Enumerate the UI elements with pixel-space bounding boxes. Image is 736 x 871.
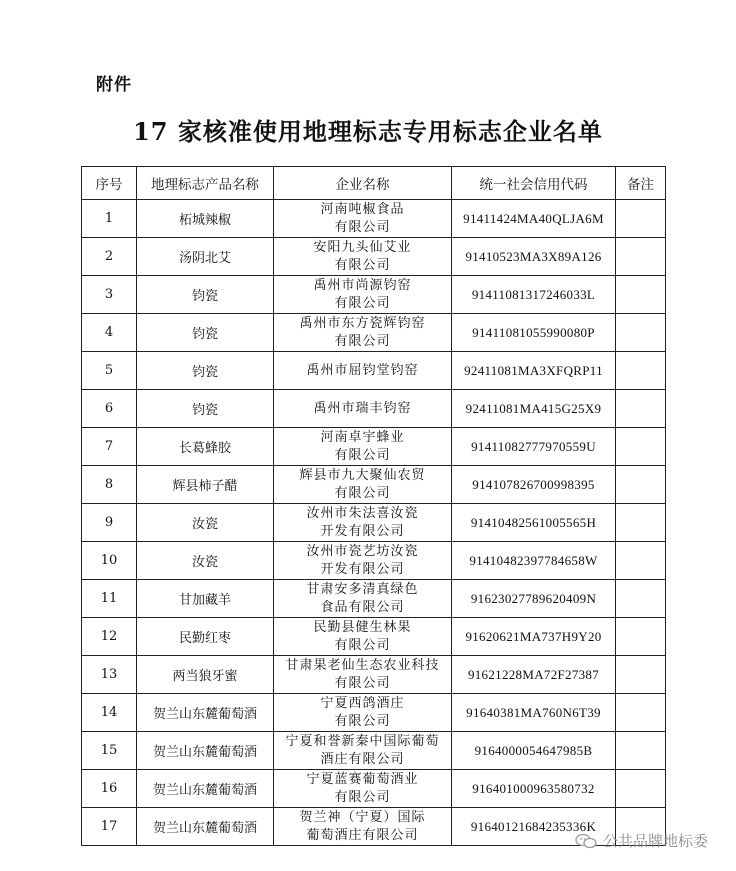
document-title: 17 家核准使用地理标志专用标志企业名单 — [133, 117, 603, 146]
table-row — [82, 314, 666, 352]
cell-remark — [616, 656, 666, 694]
enterprise-name-line: 有限公司 — [334, 789, 391, 805]
cell-product-name: 甘加藏羊 — [137, 580, 274, 618]
cell-remark — [616, 200, 666, 238]
cell-enterprise-name — [274, 200, 452, 238]
cell-credit-code: 91410482397784658W — [452, 542, 616, 580]
cell-serial-no: 6 — [82, 390, 137, 428]
cell-remark — [616, 276, 666, 314]
cell-enterprise-name — [274, 656, 452, 694]
enterprise-name-line: 禹州市东方瓷辉钧窑 — [299, 315, 426, 331]
cell-product-name: 长葛蜂胶 — [137, 428, 274, 466]
cell-credit-code: 916401000963580732 — [452, 770, 616, 808]
enterprise-name-line: 辉县市九大聚仙农贸 — [299, 467, 426, 483]
cell-remark — [616, 542, 666, 580]
watermark-text: 公共品牌地标委 — [602, 832, 708, 850]
cell-product-name: 辉县柿子醋 — [137, 466, 274, 504]
cell-enterprise-name — [274, 276, 452, 314]
cell-enterprise-name — [274, 238, 452, 276]
cell-serial-no: 3 — [82, 276, 137, 314]
header-credit-code: 统一社会信用代码 — [452, 167, 616, 200]
cell-credit-code: 91640121684235336K — [452, 808, 616, 846]
cell-remark — [616, 694, 666, 732]
cell-remark — [616, 390, 666, 428]
wechat-bubble-icon — [575, 833, 597, 849]
enterprise-name-line: 有限公司 — [334, 295, 391, 311]
table-row — [82, 428, 666, 466]
enterprise-name-line: 有限公司 — [334, 713, 391, 729]
table-row — [82, 656, 666, 694]
enterprise-name-line: 开发有限公司 — [320, 561, 405, 577]
enterprise-name-line: 有限公司 — [334, 675, 391, 691]
cell-product-name: 钧瓷 — [137, 314, 274, 352]
cell-product-name: 民勤红枣 — [137, 618, 274, 656]
cell-product-name: 贺兰山东麓葡萄酒 — [137, 808, 274, 846]
enterprise-name-line: 有限公司 — [334, 333, 391, 349]
enterprise-name-line: 有限公司 — [334, 219, 391, 235]
cell-enterprise-name — [274, 352, 452, 390]
table-row — [82, 276, 666, 314]
cell-enterprise-name — [274, 428, 452, 466]
cell-serial-no: 15 — [82, 732, 137, 770]
table-row — [82, 352, 666, 390]
cell-credit-code: 91411081317246033L — [452, 276, 616, 314]
cell-enterprise-name — [274, 618, 452, 656]
enterprise-name-line: 禹州市屈钧堂钧窑 — [306, 362, 419, 378]
cell-remark — [616, 314, 666, 352]
cell-product-name: 贺兰山东麓葡萄酒 — [137, 694, 274, 732]
header-product-name: 地理标志产品名称 — [137, 167, 274, 200]
cell-product-name: 柘城辣椒 — [137, 200, 274, 238]
enterprise-name-line: 禹州市尚源钧窑 — [313, 277, 412, 293]
attachment-label: 附件 — [96, 75, 132, 95]
cell-remark — [616, 580, 666, 618]
watermark — [575, 830, 708, 851]
cell-serial-no: 8 — [82, 466, 137, 504]
cell-serial-no: 1 — [82, 200, 137, 238]
table-row — [82, 580, 666, 618]
enterprise-name-line: 贺兰神（宁夏）国际 — [299, 809, 426, 825]
cell-serial-no: 7 — [82, 428, 137, 466]
enterprise-name-line: 酒庄有限公司 — [320, 751, 405, 767]
cell-credit-code: 91621228MA72F27387 — [452, 656, 616, 694]
enterprise-name-line: 宁夏和誉新秦中国际葡萄 — [285, 733, 440, 749]
cell-credit-code: 914107826700998395 — [452, 466, 616, 504]
header-enterprise-name: 企业名称 — [274, 167, 452, 200]
header-serial-no: 序号 — [82, 167, 137, 200]
cell-serial-no: 9 — [82, 504, 137, 542]
cell-serial-no: 4 — [82, 314, 137, 352]
cell-enterprise-name — [274, 390, 452, 428]
enterprise-name-line: 有限公司 — [334, 447, 391, 463]
cell-credit-code: 92411081MA3XFQRP11 — [452, 352, 616, 390]
enterprise-name-line: 有限公司 — [334, 257, 391, 273]
enterprise-name-line: 汝州市瓷艺坊汝瓷 — [306, 543, 419, 559]
cell-serial-no: 10 — [82, 542, 137, 580]
cell-enterprise-name — [274, 808, 452, 846]
cell-product-name: 汤阴北艾 — [137, 238, 274, 276]
cell-credit-code: 91620621MA737H9Y20 — [452, 618, 616, 656]
cell-product-name: 汝瓷 — [137, 542, 274, 580]
table-row — [82, 200, 666, 238]
enterprise-name-line: 宁夏蓝赛葡萄酒业 — [306, 771, 419, 787]
cell-product-name: 贺兰山东麓葡萄酒 — [137, 732, 274, 770]
enterprise-name-line: 汝州市朱法喜汝瓷 — [306, 505, 419, 521]
cell-product-name: 钧瓷 — [137, 390, 274, 428]
cell-enterprise-name — [274, 770, 452, 808]
table-row — [82, 770, 666, 808]
cell-enterprise-name — [274, 466, 452, 504]
enterprise-name-line: 河南吨椒食品 — [320, 201, 405, 217]
cell-product-name: 贺兰山东麓葡萄酒 — [137, 770, 274, 808]
cell-remark — [616, 770, 666, 808]
cell-credit-code: 91410523MA3X89A126 — [452, 238, 616, 276]
table-row — [82, 466, 666, 504]
cell-serial-no: 16 — [82, 770, 137, 808]
enterprise-name-line: 甘肃果老仙生态农业科技 — [285, 657, 440, 673]
cell-credit-code: 91410482561005565H — [452, 504, 616, 542]
table-body — [82, 200, 666, 846]
cell-serial-no: 2 — [82, 238, 137, 276]
table-row — [82, 618, 666, 656]
enterprise-name-line: 河南卓宇蜂业 — [320, 429, 405, 445]
table-row — [82, 390, 666, 428]
enterprise-name-line: 宁夏西鸽酒庄 — [320, 695, 405, 711]
cell-serial-no: 11 — [82, 580, 137, 618]
cell-credit-code: 91640381MA760N6T39 — [452, 694, 616, 732]
cell-product-name: 汝瓷 — [137, 504, 274, 542]
cell-remark — [616, 428, 666, 466]
cell-product-name: 钧瓷 — [137, 352, 274, 390]
cell-credit-code: 91411081055990080P — [452, 314, 616, 352]
cell-credit-code: 91411082777970559U — [452, 428, 616, 466]
enterprise-table — [81, 166, 666, 846]
cell-enterprise-name — [274, 580, 452, 618]
cell-serial-no: 14 — [82, 694, 137, 732]
enterprise-name-line: 食品有限公司 — [320, 599, 405, 615]
cell-remark — [616, 504, 666, 542]
cell-remark — [616, 238, 666, 276]
cell-serial-no: 13 — [82, 656, 137, 694]
cell-credit-code: 92411081MA415G25X9 — [452, 390, 616, 428]
table-row — [82, 238, 666, 276]
header-remark: 备注 — [616, 167, 666, 200]
cell-serial-no: 12 — [82, 618, 137, 656]
cell-enterprise-name — [274, 314, 452, 352]
cell-credit-code: 91411424MA40QLJA6M — [452, 200, 616, 238]
table-header-row — [82, 167, 666, 200]
enterprise-name-line: 禹州市瑞丰钧窑 — [313, 400, 412, 416]
table-row — [82, 694, 666, 732]
enterprise-name-line: 有限公司 — [334, 485, 391, 501]
cell-product-name: 钧瓷 — [137, 276, 274, 314]
enterprise-name-line: 安阳九头仙艾业 — [313, 239, 412, 255]
cell-remark — [616, 352, 666, 390]
cell-credit-code: 91623027789620409N — [452, 580, 616, 618]
cell-enterprise-name — [274, 694, 452, 732]
cell-remark — [616, 618, 666, 656]
table-row — [82, 732, 666, 770]
enterprise-name-line: 有限公司 — [334, 637, 391, 653]
cell-product-name: 两当狼牙蜜 — [137, 656, 274, 694]
cell-credit-code: 9164000054647985B — [452, 732, 616, 770]
enterprise-name-line: 甘肃安多清真绿色 — [306, 581, 419, 597]
cell-remark — [616, 732, 666, 770]
enterprise-name-line: 葡萄酒庄有限公司 — [306, 827, 419, 843]
cell-remark — [616, 466, 666, 504]
cell-serial-no: 17 — [82, 808, 137, 846]
table-row — [82, 504, 666, 542]
enterprise-name-line: 民勤县健生林果 — [313, 619, 412, 635]
cell-enterprise-name — [274, 542, 452, 580]
enterprise-name-line: 开发有限公司 — [320, 523, 405, 539]
cell-enterprise-name — [274, 732, 452, 770]
table-row — [82, 542, 666, 580]
cell-enterprise-name — [274, 504, 452, 542]
cell-serial-no: 5 — [82, 352, 137, 390]
